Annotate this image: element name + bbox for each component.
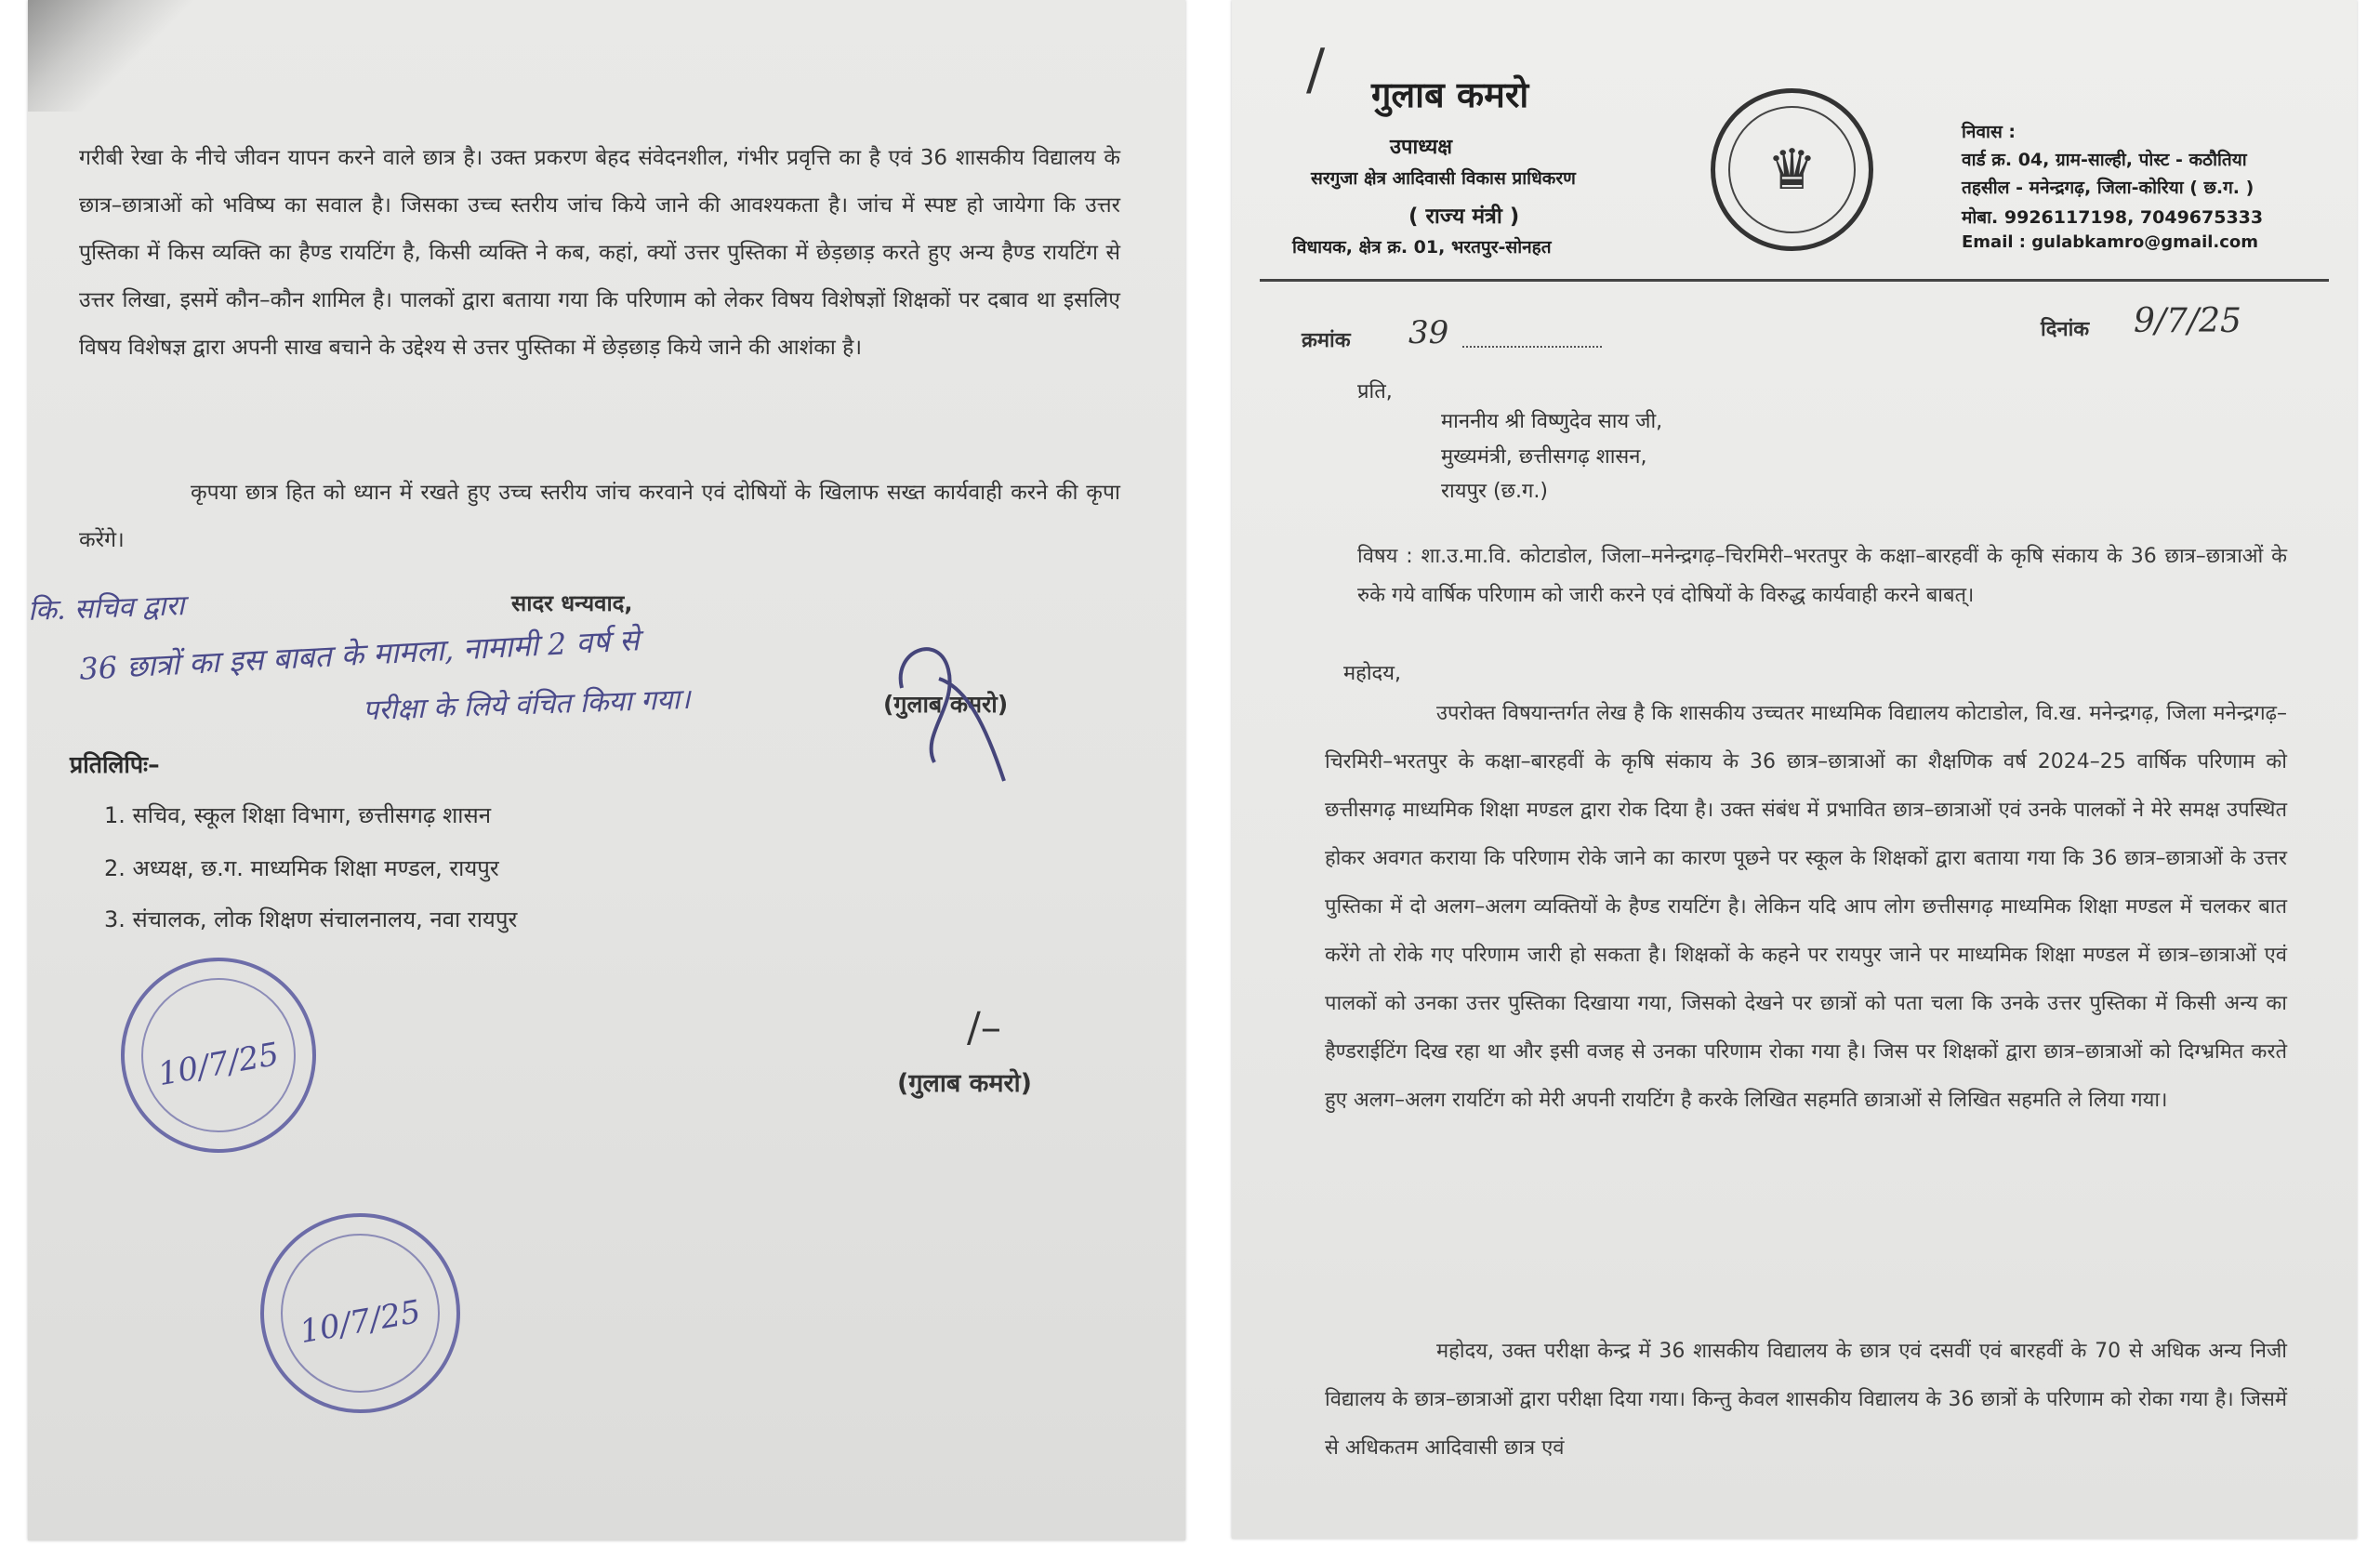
subject-line: विषय : शा.उ.मा.वि. कोटाडोल, जिला–मनेन्द्रगढ़–चिरमिरी–भरतपुर के कक्षा–बारहवीं के कृषि संकाय के 36 छात्र–छात्राओं के रुके गये वार्षिक परिणाम को जारी करने एवं दोषियों के विरुद्ध कार्यवाही करने बाबत्। [1357, 545, 2287, 607]
cc-label: प्रतिलिपिः– [70, 751, 160, 778]
recipient-line-1: माननीय श्री विष्णुदेव साय जी, [1441, 410, 1663, 433]
signature-name-top: (गुलाब कमरो) [883, 691, 1009, 718]
signature-mark: /– [967, 1004, 1001, 1051]
signature-scribble [883, 632, 1023, 790]
sender-name: गुलाब कमरो [1371, 74, 1529, 115]
date-label: दिनांक [2041, 318, 2090, 341]
email-address: Email : gulabkamro@gmail.com [1962, 232, 2259, 252]
to-label: प्रति, [1357, 380, 1393, 403]
letter-page-left [28, 0, 1185, 1540]
date-value: 9/7/25 [2134, 302, 2241, 340]
received-stamp-1 [121, 958, 316, 1153]
letter-page-right [1232, 0, 2357, 1539]
body-paragraph-2: कृपया छात्र हित को ध्यान में रखते हुए उच्च स्तरीय जांच करवाने एवं दोषियों के खिलाफ सख्त कार्यवाही करने की कृपा करेंगे। [79, 481, 1120, 552]
designation-3: ( राज्य मंत्री ) [1408, 205, 1520, 229]
salutation: महोदय, [1343, 662, 1401, 685]
closing-text: सादर धन्यवाद, [511, 590, 633, 616]
body-paragraph-second: महोदय, उक्त परीक्षा केन्द्र में 36 शासकीय विद्यालय के छात्र एवं दसवीं एवं बारहवीं के 70 से अधिक अन्य निजी विद्यालय के छात्र–छात्राओं द्वारा परीक्षा दिया गया। किन्तु केवल शासकीय विद्यालय के 36 छात्रों के परिणाम को रोका गया है। जिसमें से अधिकतम आदिवासी छात्र एवं [1325, 1340, 2287, 1460]
received-stamp-2 [260, 1213, 460, 1413]
corner-mark: / [1306, 37, 1326, 102]
designation-2: सरगुजा क्षेत्र आदिवासी विकास प्राधिकरण [1311, 168, 1576, 189]
stamp-date-1: 10/7/25 [154, 1035, 283, 1093]
signature-name-bottom: (गुलाब कमरो) [897, 1069, 1032, 1098]
handwritten-note-line-1: कि. सचिव द्वारा [27, 589, 185, 628]
handwritten-note-line-2: 36 छात्रों का इस बाबत के मामला, नामामी 2 वर्ष से [78, 622, 641, 687]
header-rule [1260, 279, 2329, 282]
ref-dotted-line [1462, 346, 1602, 348]
residence-label: निवास : [1962, 122, 2016, 142]
body-paragraph-main: उपरोक्त विषयान्तर्गत लेख है कि शासकीय उच्चतर माध्यमिक विद्यालय कोटाडोल, वि.ख. मनेन्द्रगढ़, जिला मनेन्द्रगढ़–चिरमिरी–भरतपुर के कक्षा–बारहवीं के कृषि संकाय के 36 छात्र–छात्राओं का शैक्षणिक वर्ष 2024–25 वार्षिक परिणाम को छत्तीसगढ़ माध्यमिक शिक्षा मण्डल द्वारा रोक दिया है। उक्त संबंध में प्रभावित छात्र–छात्राओं एवं उनके पालकों ने मेरे समक्ष उपस्थित होकर अवगत कराया कि परिणाम रोके जाने का कारण पूछने पर स्कूल के शिक्षकों द्वारा बताया गया कि 36 छात्र–छात्राओं के उत्तर पुस्तिका में दो अलग–अलग व्यक्तियों के हैण्ड रायटिंग है। लेकिन यदि आप लोग छत्तीसगढ़ माध्यमिक शिक्षा मण्डल में चलकर बात करेंगे तो रोके गए परिणाम जारी हो सकता है। शिक्षकों के कहने पर रायपुर जाने पर माध्यमिक शिक्षा मण्डल में छात्र–छात्राओं एवं पालकों को उनका उत्तर पुस्तिका दिखाया गया, जिसको देखने पर छात्रों को पता चला कि उनके उत्तर पुस्तिका में किसी अन्य का हैण्डराईटिंग दिख रहा था और इसी वजह से उनका परिणाम रोका गया है। जिस पर शिक्षकों द्वारा छात्र–छात्राओं को दिग्भ्रमित करते हुए अलग–अलग रायटिंग को मेरी अपनी रायटिंग है करके लिखित सहमति छात्राओं से लिखित सहमति ले लिया गया। [1325, 702, 2287, 1112]
designation-4: विधायक, क्षेत्र क्र. 01, भरतपुर-सोनहत [1292, 237, 1552, 258]
cc-item-3: 3. संचालक, लोक शिक्षण संचालनालय, नवा रायपुर [104, 906, 518, 932]
stamp-date-2: 10/7/25 [297, 1293, 424, 1352]
phone-number: मोबा. 9926117198, 7049675333 [1962, 207, 2264, 228]
ref-number: 39 [1408, 314, 1449, 351]
cc-item-2: 2. अध्यक्ष, छ.ग. माध्यमिक शिक्षा मण्डल, रायपुर [104, 855, 499, 881]
state-emblem-seal [1711, 88, 1873, 251]
body-paragraph-1: गरीबी रेखा के नीचे जीवन यापन करने वाले छात्र है। उक्त प्रकरण बेहद संवेदनशील, गंभीर प्रवृत्ति का है एवं 36 शासकीय विद्यालय के छात्र–छात्राओं को भविष्य का सवाल है। जिसका उच्च स्तरीय जांच किये जाने की आवश्यकता है। जांच में स्पष्ट हो जायेगा कि उत्तर पुस्तिका में किस व्यक्ति का हैण्ड रायटिंग है, किसी व्यक्ति ने कब, कहां, क्यों उत्तर पुस्तिका में छेड़छाड़ करते हुए अन्य हैण्ड रायटिंग से उत्तर लिखा, इसमें कौन–कौन शामिल है। पालकों द्वारा बताया गया कि परिणाम को लेकर विषय विशेषज्ञों शिक्षकों पर दबाव था इसलिए विषय विशेषज्ञ द्वारा अपनी साख बचाने के उद्देश्य से उत्तर पुस्तिका में छेड़छाड़ किये जाने की आशंका है। [79, 146, 1120, 360]
page-corner-shadow [28, 0, 195, 112]
recipient-line-3: रायपुर (छ.ग.) [1441, 480, 1548, 503]
residence-line-2: तहसील - मनेन्द्रगढ़, जिला-कोरिया ( छ.ग. ) [1962, 178, 2254, 198]
ref-label: क्रमांक [1302, 329, 1351, 352]
cc-item-1: 1. सचिव, स्कूल शिक्षा विभाग, छत्तीसगढ़ शासन [104, 802, 492, 828]
lion-capital-icon: ♛ [1766, 137, 1818, 203]
designation-1: उपाध्यक्ष [1390, 136, 1453, 159]
handwritten-note-line-3: परीक्षा के लिये वंचित किया गया। [362, 682, 692, 728]
residence-line-1: वार्ड क्र. 04, ग्राम-साल्ही, पोस्ट - कठौतिया [1962, 150, 2247, 170]
recipient-line-2: मुख्यमंत्री, छत्तीसगढ़ शासन, [1441, 445, 1647, 469]
